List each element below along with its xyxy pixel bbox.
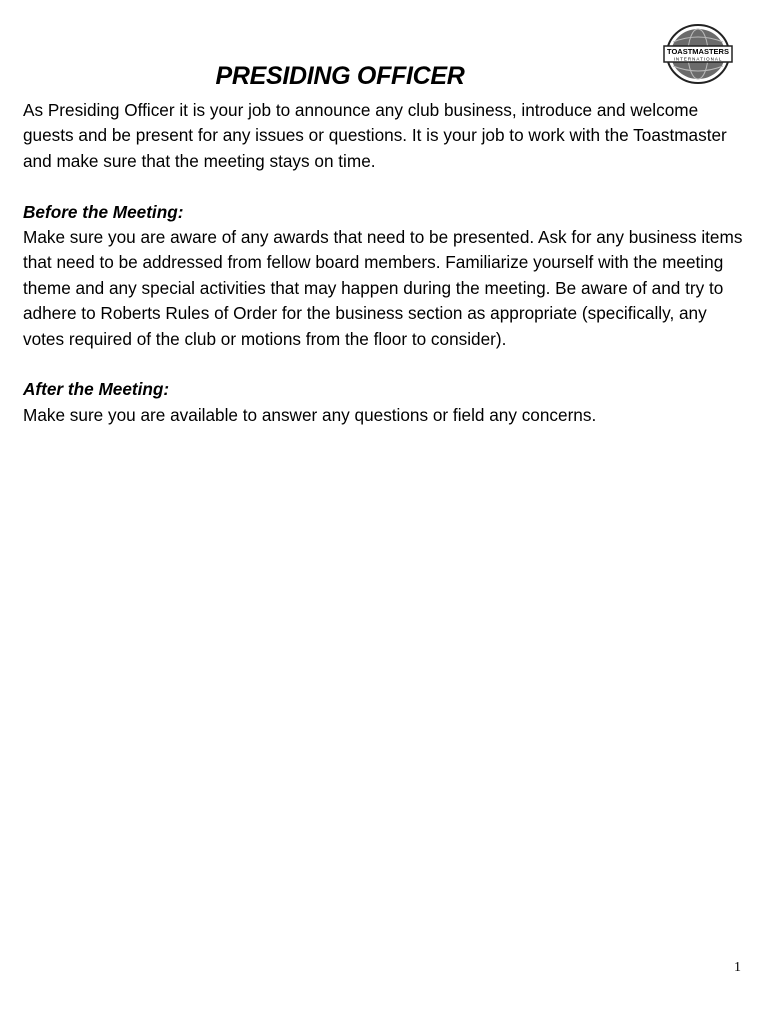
before-meeting-heading: Before the Meeting: xyxy=(23,201,184,222)
before-meeting-body: Make sure you are aware of any awards that need to be presented. Ask for any business items that need to be addressed from fellow board members. Familiarize yourself with the meeting theme and any special activities that may happen during the meeting. Be aware of and try to adhere to Roberts Rules of Order for the business section as appropriate (specifically, any votes required of the club or motions from the floor to consider). xyxy=(23,227,743,349)
page-number: 1 xyxy=(734,960,741,975)
paragraph-spacer xyxy=(23,174,748,199)
page-title: PRESIDING OFFICER xyxy=(215,62,465,90)
logo-subtitle: INTERNATIONAL xyxy=(673,56,723,62)
document-body xyxy=(23,98,748,428)
logo-name: TOASTMASTERS xyxy=(667,47,729,56)
after-meeting-heading: After the Meeting: xyxy=(23,379,170,400)
after-meeting-body: Make sure you are available to answer any questions or field any concerns. xyxy=(23,404,597,425)
paragraph-spacer xyxy=(23,352,748,377)
intro-paragraph: As Presiding Officer it is your job to announce any club business, introduce and welcome guests and be present for any issues or questions. It is your job to work with the Toastmaster and make sure that the meeting stays on time. xyxy=(23,100,727,171)
